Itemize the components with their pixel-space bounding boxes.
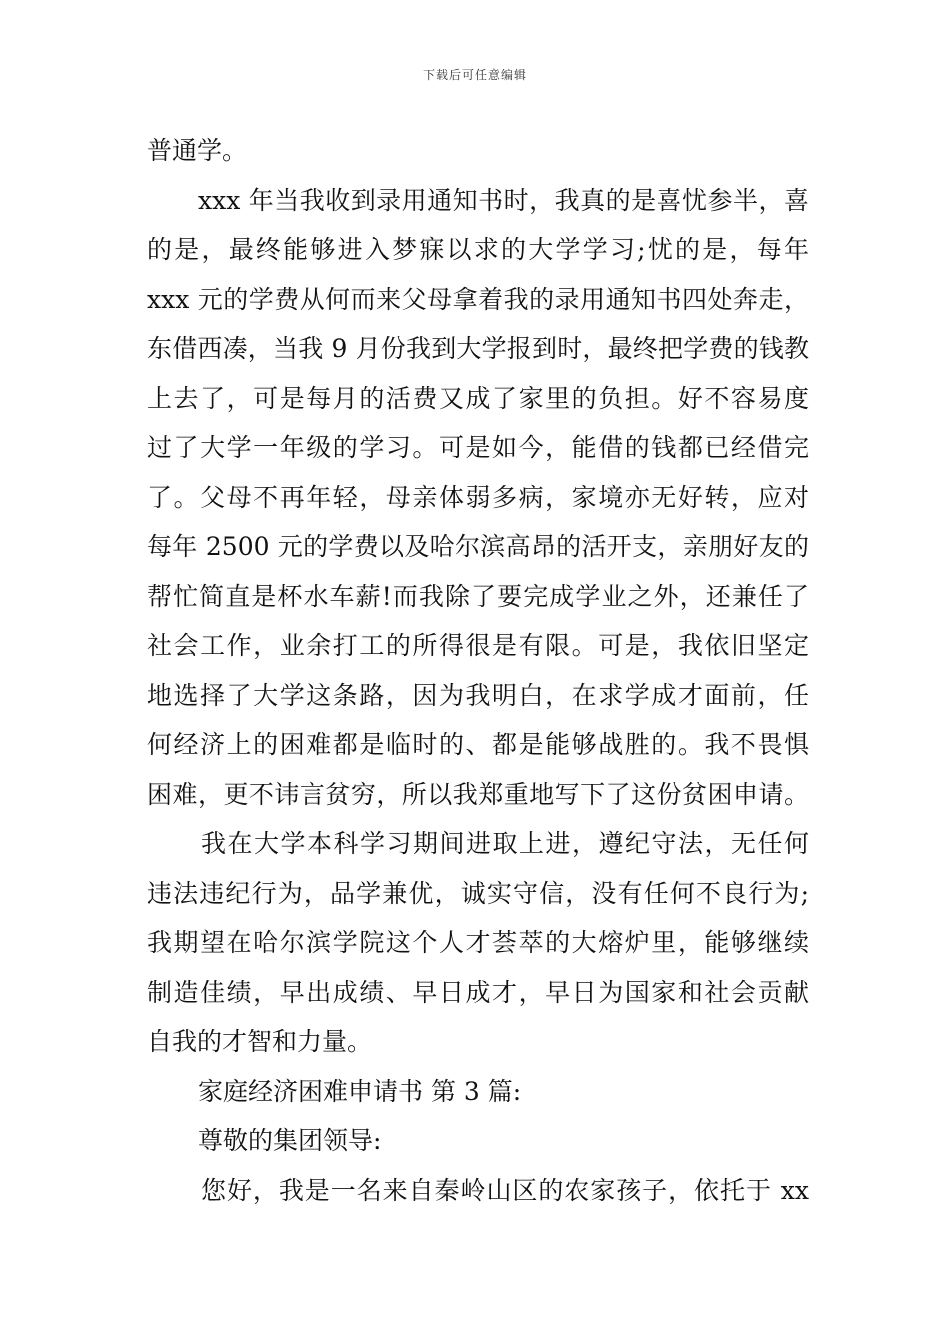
text-line: 每年 2500 元的学费以及哈尔滨高昂的活开支，亲朋好友的: [147, 532, 809, 561]
text-line: 家庭经济困难申请书 第 3 篇:: [198, 1076, 522, 1106]
text-line: 何经济上的困难都是临时的、都是能够战胜的。我不畏惧: [147, 730, 809, 759]
text-line: 过了大学一年级的学习。可是如今，能借的钱都已经借完: [147, 433, 809, 462]
text-line: 困难，更不讳言贫穷，所以我郑重地写下了这份贫困申请。: [147, 779, 809, 809]
text-line: 的是，最终能够进入梦寐以求的大学学习;忧的是，每年: [147, 235, 809, 264]
text-line: 我期望在哈尔滨学院这个人才荟萃的大熔炉里，能够继续: [147, 928, 809, 957]
text-line: 上去了，可是每月的活费又成了家里的负担。好不容易度: [147, 383, 809, 413]
text-line: 我在大学本科学习期间进取上进，遵纪守法，无任何: [201, 829, 809, 858]
text-line: 了。父母不再年轻，母亲体弱多病，家境亦无好转，应对: [147, 482, 809, 512]
text-line: 地选择了大学这条路，因为我明白，在求学成才面前，任: [147, 680, 809, 710]
text-line: 您好，我是一名来自秦岭山区的农家孩子，依托于 xx: [201, 1175, 809, 1205]
text-line: 自我的才智和力量。: [147, 1027, 373, 1056]
text-line: xxx 年当我收到录用通知书时，我真的是喜忧参半，喜: [198, 185, 809, 215]
page-header-note: 下载后可任意编辑: [422, 68, 527, 82]
text-line: 尊敬的集团领导:: [198, 1126, 382, 1155]
text-line: 帮忙简直是杯水车薪!而我除了要完成学业之外，还兼任了: [147, 581, 809, 611]
text-line: xxx 元的学费从何而来父母拿着我的录用通知书四处奔走，: [147, 284, 809, 314]
text-line: 制造佳绩，早出成绩、早日成才，早日为国家和社会贡献: [147, 977, 809, 1007]
text-line: 社会工作，业余打工的所得很是有限。可是，我依旧坚定: [147, 631, 809, 660]
document-body: [147, 126, 809, 1215]
text-line: 违法违纪行为，品学兼优，诚实守信，没有任何不良行为;: [147, 878, 809, 908]
text-line: 普通学。: [147, 136, 248, 165]
text-line: 东借西凑，当我 9 月份我到大学报到时，最终把学费的钱教: [147, 334, 809, 363]
